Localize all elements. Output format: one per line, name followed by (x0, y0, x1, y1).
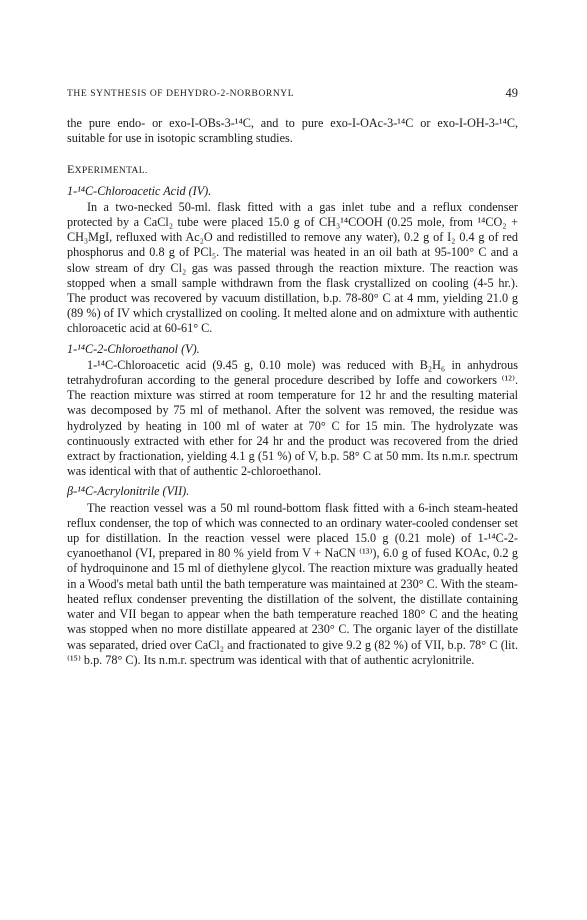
section-title-chloroacetic-acid: 1-¹⁴C-Chloroacetic Acid (IV). (67, 183, 212, 198)
experimental-heading-text: EXPERIMENTAL. (67, 162, 148, 177)
section-title-acrylonitrile: β-¹⁴C-Acrylonitrile (VII). (67, 484, 190, 499)
section-text-chloroethanol: 1-¹⁴C-Chloroacetic acid (9.45 g, 0.10 mole) was reduced with B₂H₆ in anhydrous tetrahydrofuran according to the general procedure described by Ioffe and coworkers ⁽¹²⁾. The reaction mixture was stirred at room temperature for 12 hr and the resulting material was decomposed by 75 ml of methanol. After the solvent was removed, the residue was hydrolyzed by heating in 100 ml of water at 70° C for 15 min. The hydrolyzate was continuously extracted with ether for 24 hr and the product was recovered from the dried extract by fractionation, yielding 4.1 g (51 %) of V, b.p. 58° C at 50 mm. Its n.m.r. spectrum was identical with that of authentic 2-chloroethanol. (67, 357, 518, 479)
section-text-chloroacetic-acid: In a two-necked 50-ml. flask fitted with a gas inlet tube and a reflux condenser protected by a CaCl₂ tube were placed 15.0 g of CH₃¹⁴COOH (0.25 mole, from ¹⁴CO₂ + CH₃MgI, refluxed with Ac₂O and redistilled to remove any water), 0.2 g of I₂ 0.4 g of red phosphorus and 0.8 g of PCl₅. The material was heated in an oil bath at 95-100° C and a slow stream of dry Cl₂ gas was passed through the reaction mixture. The reaction was stopped when a small sample withdrawn from the flask crystallized on cooling (4-5 hr.). The product was recovered by vacuum distillation, b.p. 78-80° C at 4 mm, yielding 21.0 g (89 %) of IV which crystallized on cooling. It melted alone and on admixture with authentic chloroacetic acid at 60-61° C. (67, 199, 518, 336)
experimental-heading (67, 162, 518, 178)
section-title-chloroethanol: 1-¹⁴C-2-Chloroethanol (V). (67, 341, 200, 356)
article-body (67, 116, 518, 668)
page-number: 49 (505, 86, 518, 100)
section-text-acrylonitrile: The reaction vessel was a 50 ml round-bottom flask fitted with a 6-inch steam-heated reflux condenser, the top of which was connected to an ordinary water-cooled condenser set up for distillation. In the reaction vessel were placed 15.0 g (0.21 mole) of 1-¹⁴C-2-cyanoethanol (VI, prepared in 80 % yield from V + NaCN ⁽¹³⁾), 6.0 g of fused KOAc, 0.2 g of hydroquinone and 15 ml of diethylene glycol. The reaction mixture was gradually heated in a Wood's metal bath until the bath temperature was maintained at 230° C. With the steam-heated reflux condenser preventing the distillation of the solvent, the distillate containing water and VII began to appear when the bath temperature reached 180° C and the heating was stopped when no more distillate appeared at 230° C. The organic layer of the distillate was separated, dried over CaCl₂ and fractionated to give 9.2 g (82 %) of VII, b.p. 78° C (lit. ⁽¹⁵⁾ b.p. 78° C). Its n.m.r. spectrum was identical with that of authentic acrylonitrile. (67, 500, 518, 667)
intro-paragraph: the pure endo- or exo-I-OBs-3-¹⁴C, and to pure exo-I-OAc-3-¹⁴C or exo-I-OH-3-¹⁴C, suitable for use in isotopic scrambling studies. (67, 116, 518, 146)
running-title: THE SYNTHESIS OF DEHYDRO-2-NORBORNYL (67, 89, 295, 99)
